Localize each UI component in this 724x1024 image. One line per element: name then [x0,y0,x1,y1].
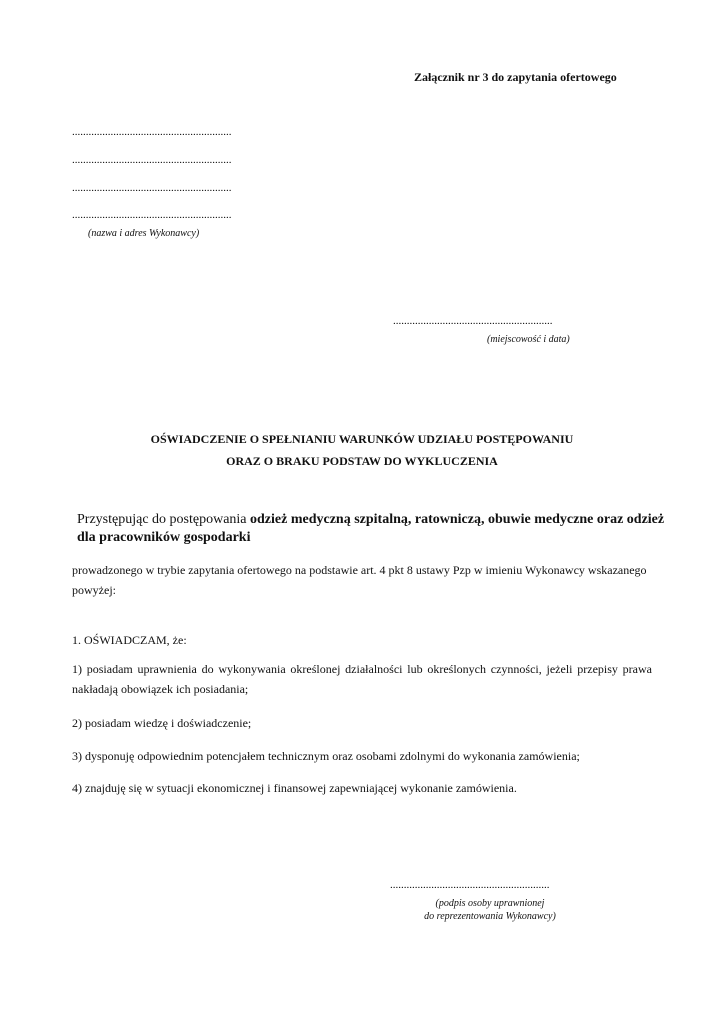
contractor-line-1: .......................................................... [72,126,232,138]
declaration-item-4: 4) znajduję się w sytuacji ekonomicznej i finansowej zapewniającej wykonanie zamówienia. [72,781,517,795]
contractor-line-3: .......................................................... [72,182,232,194]
signature-line: .......................................................... [390,879,550,891]
signature-caption-2: do reprezentowania Wykonawcy) [424,911,556,922]
signature-caption-1: (podpis osoby uprawnionej [435,898,545,909]
contractor-line-4: .......................................................... [72,209,232,221]
annex-label: Załącznik nr 3 do zapytania ofertowego [414,70,617,84]
procurement-subject: odzież medyczną szpitalną, ratowniczą, obuwie medyczne oraz odzież dla pracowników gospodarki [77,512,665,545]
intro-paragraph [77,511,677,547]
intro-prefix: Przystępując do postępowania [77,512,251,527]
procedure-paragraph: prowadzonego w trybie zapytania ofertowego na podstawie art. 4 pkt 8 ustawy Pzp w imieniu Wykonawcy wskazanego powyżej: [72,563,647,597]
place-date-line: .......................................................... [393,315,553,327]
contractor-line-2: .......................................................... [72,154,232,166]
place-date-caption: (miejscowość i data) [487,334,570,345]
declaration-item-2: 2) posiadam wiedzę i doświadczenie; [72,716,252,730]
document-title-line-2: ORAZ O BRAKU PODSTAW DO WYKLUCZENIA [226,454,498,468]
declaration-item-3: 3) dysponuję odpowiednim potencjałem technicznym oraz osobami zdolnymi do wykonania zamówienia; [72,749,580,763]
declaration-heading: 1. OŚWIADCZAM, że: [72,633,187,647]
declaration-item-1: 1) posiadam uprawnienia do wykonywania określonej działalności lub określonych czynności, jeżeli przepisy prawa nakładają obowiązek ich posiadania; [72,662,652,696]
contractor-caption: (nazwa i adres Wykonawcy) [88,228,200,239]
document-title-line-1: OŚWIADCZENIE O SPEŁNIANIU WARUNKÓW UDZIAŁU POSTĘPOWANIU [150,432,574,446]
